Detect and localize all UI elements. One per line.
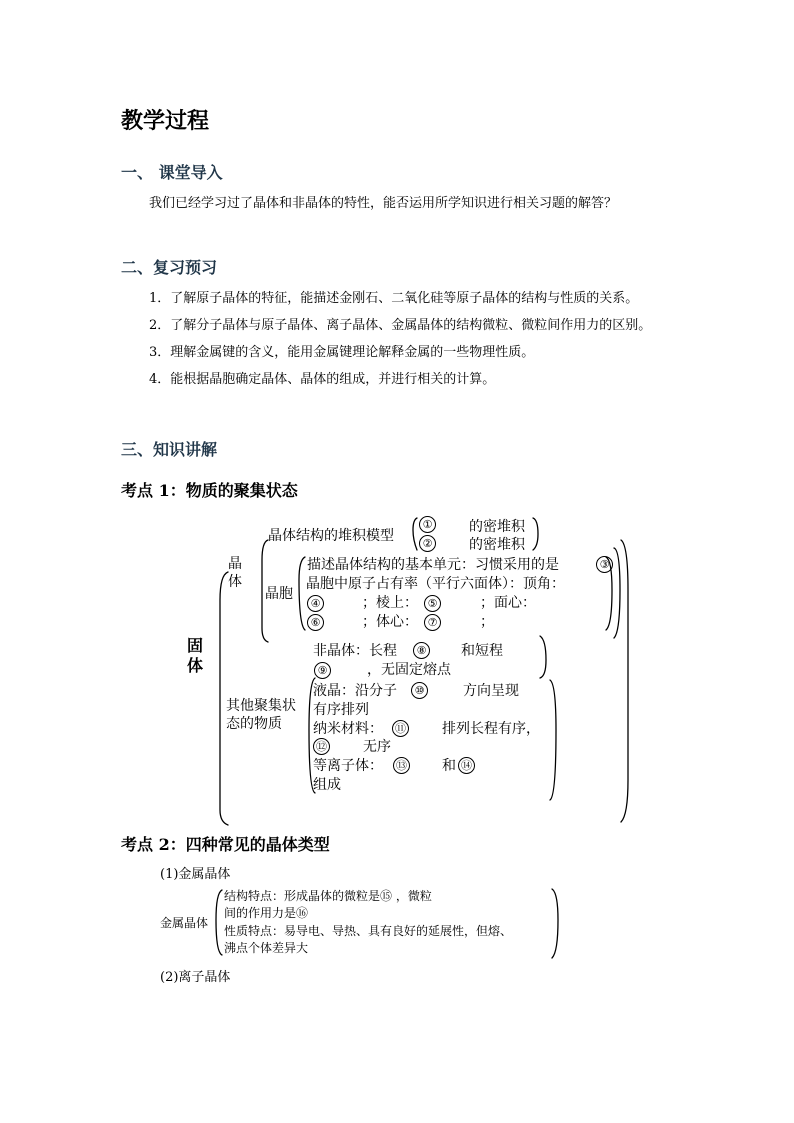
review-item-2: 2．了解分子晶体与原子晶体、离子晶体、金属晶体的结构微粒、微粒间作用力的区别。: [149, 318, 652, 333]
nano-order: 排列长程有序，: [442, 721, 540, 737]
nano-line-2: 无序: [363, 739, 391, 755]
blank-14: ⑭: [458, 757, 475, 774]
nano-line-1: 纳米材料：: [313, 721, 383, 737]
blank-7: ⑦: [424, 614, 441, 631]
review-item-4: 4．能根据晶胞确定晶体、晶体的组成，并进行相关的计算。: [149, 372, 496, 387]
blank-10: ⑩: [411, 682, 428, 699]
cell-face: ；面心：: [480, 595, 536, 611]
plasma-blank-13: [393, 757, 410, 774]
cell-blank-6: [307, 614, 324, 631]
stacking-row-1-text: 的密堆积: [469, 519, 525, 535]
section-1-text: 我们已经学习过了晶体和非晶体的特性，能否运用所学知识进行相关习题的解答？: [149, 196, 618, 211]
liquid-crystal-direction: 方向呈现: [463, 683, 519, 699]
other-states-label: 其他聚集状态的物质: [226, 698, 296, 732]
blank-9: ⑨: [314, 662, 331, 679]
metal-crystal-subheading: (1)金属晶体: [160, 867, 231, 882]
liquid-blank-10: [411, 682, 428, 699]
blank-8: ⑧: [413, 642, 430, 659]
solid-label: 固体: [187, 636, 204, 675]
stacking-row-1: [419, 516, 436, 533]
amorphous-blank-8: [413, 642, 430, 659]
kaodian-1-heading: 考点 1：物质的聚集状态: [121, 481, 298, 500]
stacking-row-2-text: 的密堆积: [469, 537, 525, 553]
cell-blank-7: [424, 614, 441, 631]
metal-crystal-label: 金属晶体: [160, 916, 209, 930]
cell-blank-3: [596, 556, 613, 573]
nano-blank-12: [313, 738, 330, 755]
cell-blank-5: [424, 595, 441, 612]
metal-property-line-1: 性质特点：易导电、导热、具有良好的延展性，但熔、: [224, 924, 513, 938]
blank-3: ③: [596, 556, 613, 573]
section-1-heading: 一、 课堂导入: [121, 163, 223, 182]
crystal-label: 晶体: [228, 556, 242, 590]
page-title: 教学过程: [121, 109, 210, 134]
amorphous-line-1: 非晶体：长程: [313, 643, 397, 659]
metal-structure-line-1: 结构特点：形成晶体的微粒是⑮ ，微粒: [224, 889, 432, 903]
section-2-heading: 二、复习预习: [121, 258, 218, 277]
plasma-blank-14: [458, 757, 475, 774]
amorphous-line-2: ，无固定熔点: [367, 662, 451, 678]
amorphous-short: 和短程: [461, 643, 503, 659]
plasma-and: 和: [442, 758, 456, 774]
liquid-crystal-line-1: 液晶：沿分子: [313, 683, 397, 699]
ionic-crystal-subheading: (2)离子晶体: [160, 970, 231, 985]
liquid-crystal-line-2: 有序排列: [313, 702, 369, 718]
cell-semicolon: ；: [480, 614, 494, 630]
blank-6: ⑥: [307, 614, 324, 631]
cell-blank-4: [307, 595, 324, 612]
cell-line-1: 描述晶体结构的基本单元：习惯采用的是: [307, 557, 559, 573]
cell-line-2: 晶胞中原子占有率（平行六面体）：顶角：: [306, 576, 565, 592]
review-item-3: 3．理解金属键的含义，能用金属键理论解释金属的一些物理性质。: [149, 345, 535, 360]
cell-label: 晶胞: [265, 586, 293, 602]
plasma-line-1: 等离子体：: [313, 758, 383, 774]
stacking-model-label: 晶体结构的堆积模型: [268, 528, 394, 544]
section-3-heading: 三、知识讲解: [121, 440, 218, 459]
metal-property-line-2: 沸点个体差异大: [224, 941, 309, 955]
stacking-row-2: [419, 535, 436, 552]
blank-4: ④: [307, 595, 324, 612]
kaodian-2-heading: 考点 2：四种常见的晶体类型: [121, 835, 330, 854]
blank-1: ①: [419, 516, 436, 533]
blank-2: ②: [419, 535, 436, 552]
metal-structure-line-2: 间的作用力是⑯: [224, 906, 309, 920]
blank-5: ⑤: [424, 595, 441, 612]
plasma-line-2: 组成: [313, 777, 341, 793]
cell-edge: ；棱上：: [362, 595, 418, 611]
review-item-1: 1．了解原子晶体的特征，能描述金刚石、二氧化硅等原子晶体的结构与性质的关系。: [149, 291, 639, 306]
blank-12: ⑫: [313, 738, 330, 755]
blank-13: ⑬: [393, 757, 410, 774]
cell-body: ；体心：: [362, 614, 418, 630]
blank-11: ⑪: [392, 720, 409, 737]
nano-blank-11: [392, 720, 409, 737]
amorphous-blank-9: [314, 662, 331, 679]
